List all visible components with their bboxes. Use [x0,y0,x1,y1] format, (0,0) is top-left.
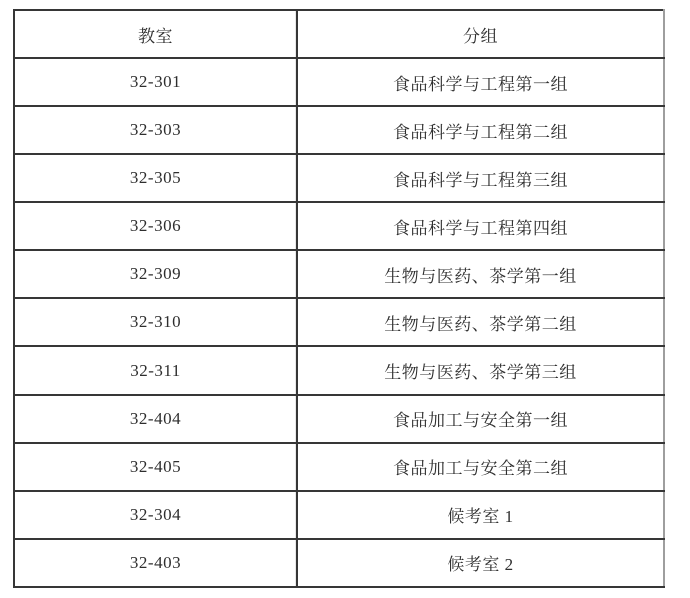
group-cell: 候考室 2 [297,539,664,587]
table-row [14,443,664,491]
room-cell: 32-404 [14,395,297,443]
room-cell: 32-309 [14,250,297,298]
group-cell: 生物与医药、茶学第二组 [297,298,664,346]
group-cell: 候考室 1 [297,491,664,539]
group-cell: 食品科学与工程第二组 [297,106,664,154]
room-cell: 32-301 [14,58,297,106]
table-row [14,395,664,443]
table-row [14,346,664,394]
room-cell: 32-305 [14,154,297,202]
room-cell: 32-403 [14,539,297,587]
column-header-room: 教室 [14,10,297,58]
group-cell: 食品科学与工程第三组 [297,154,664,202]
table-row [14,154,664,202]
group-cell: 食品加工与安全第一组 [297,395,664,443]
group-cell: 食品加工与安全第二组 [297,443,664,491]
room-cell: 32-306 [14,202,297,250]
group-cell: 生物与医药、茶学第三组 [297,346,664,394]
group-cell: 食品科学与工程第四组 [297,202,664,250]
table-row [14,106,664,154]
table-row [14,539,664,587]
table-row [14,58,664,106]
room-cell: 32-303 [14,106,297,154]
group-cell: 食品科学与工程第一组 [297,58,664,106]
table-row [14,298,664,346]
group-cell: 生物与医药、茶学第一组 [297,250,664,298]
room-cell: 32-304 [14,491,297,539]
exam-room-assignment-table [13,9,665,588]
table-row [14,491,664,539]
table-row [14,250,664,298]
room-cell: 32-405 [14,443,297,491]
header-row [14,10,664,58]
column-header-group: 分组 [297,10,664,58]
table-row [14,202,664,250]
room-cell: 32-311 [14,346,297,394]
room-cell: 32-310 [14,298,297,346]
